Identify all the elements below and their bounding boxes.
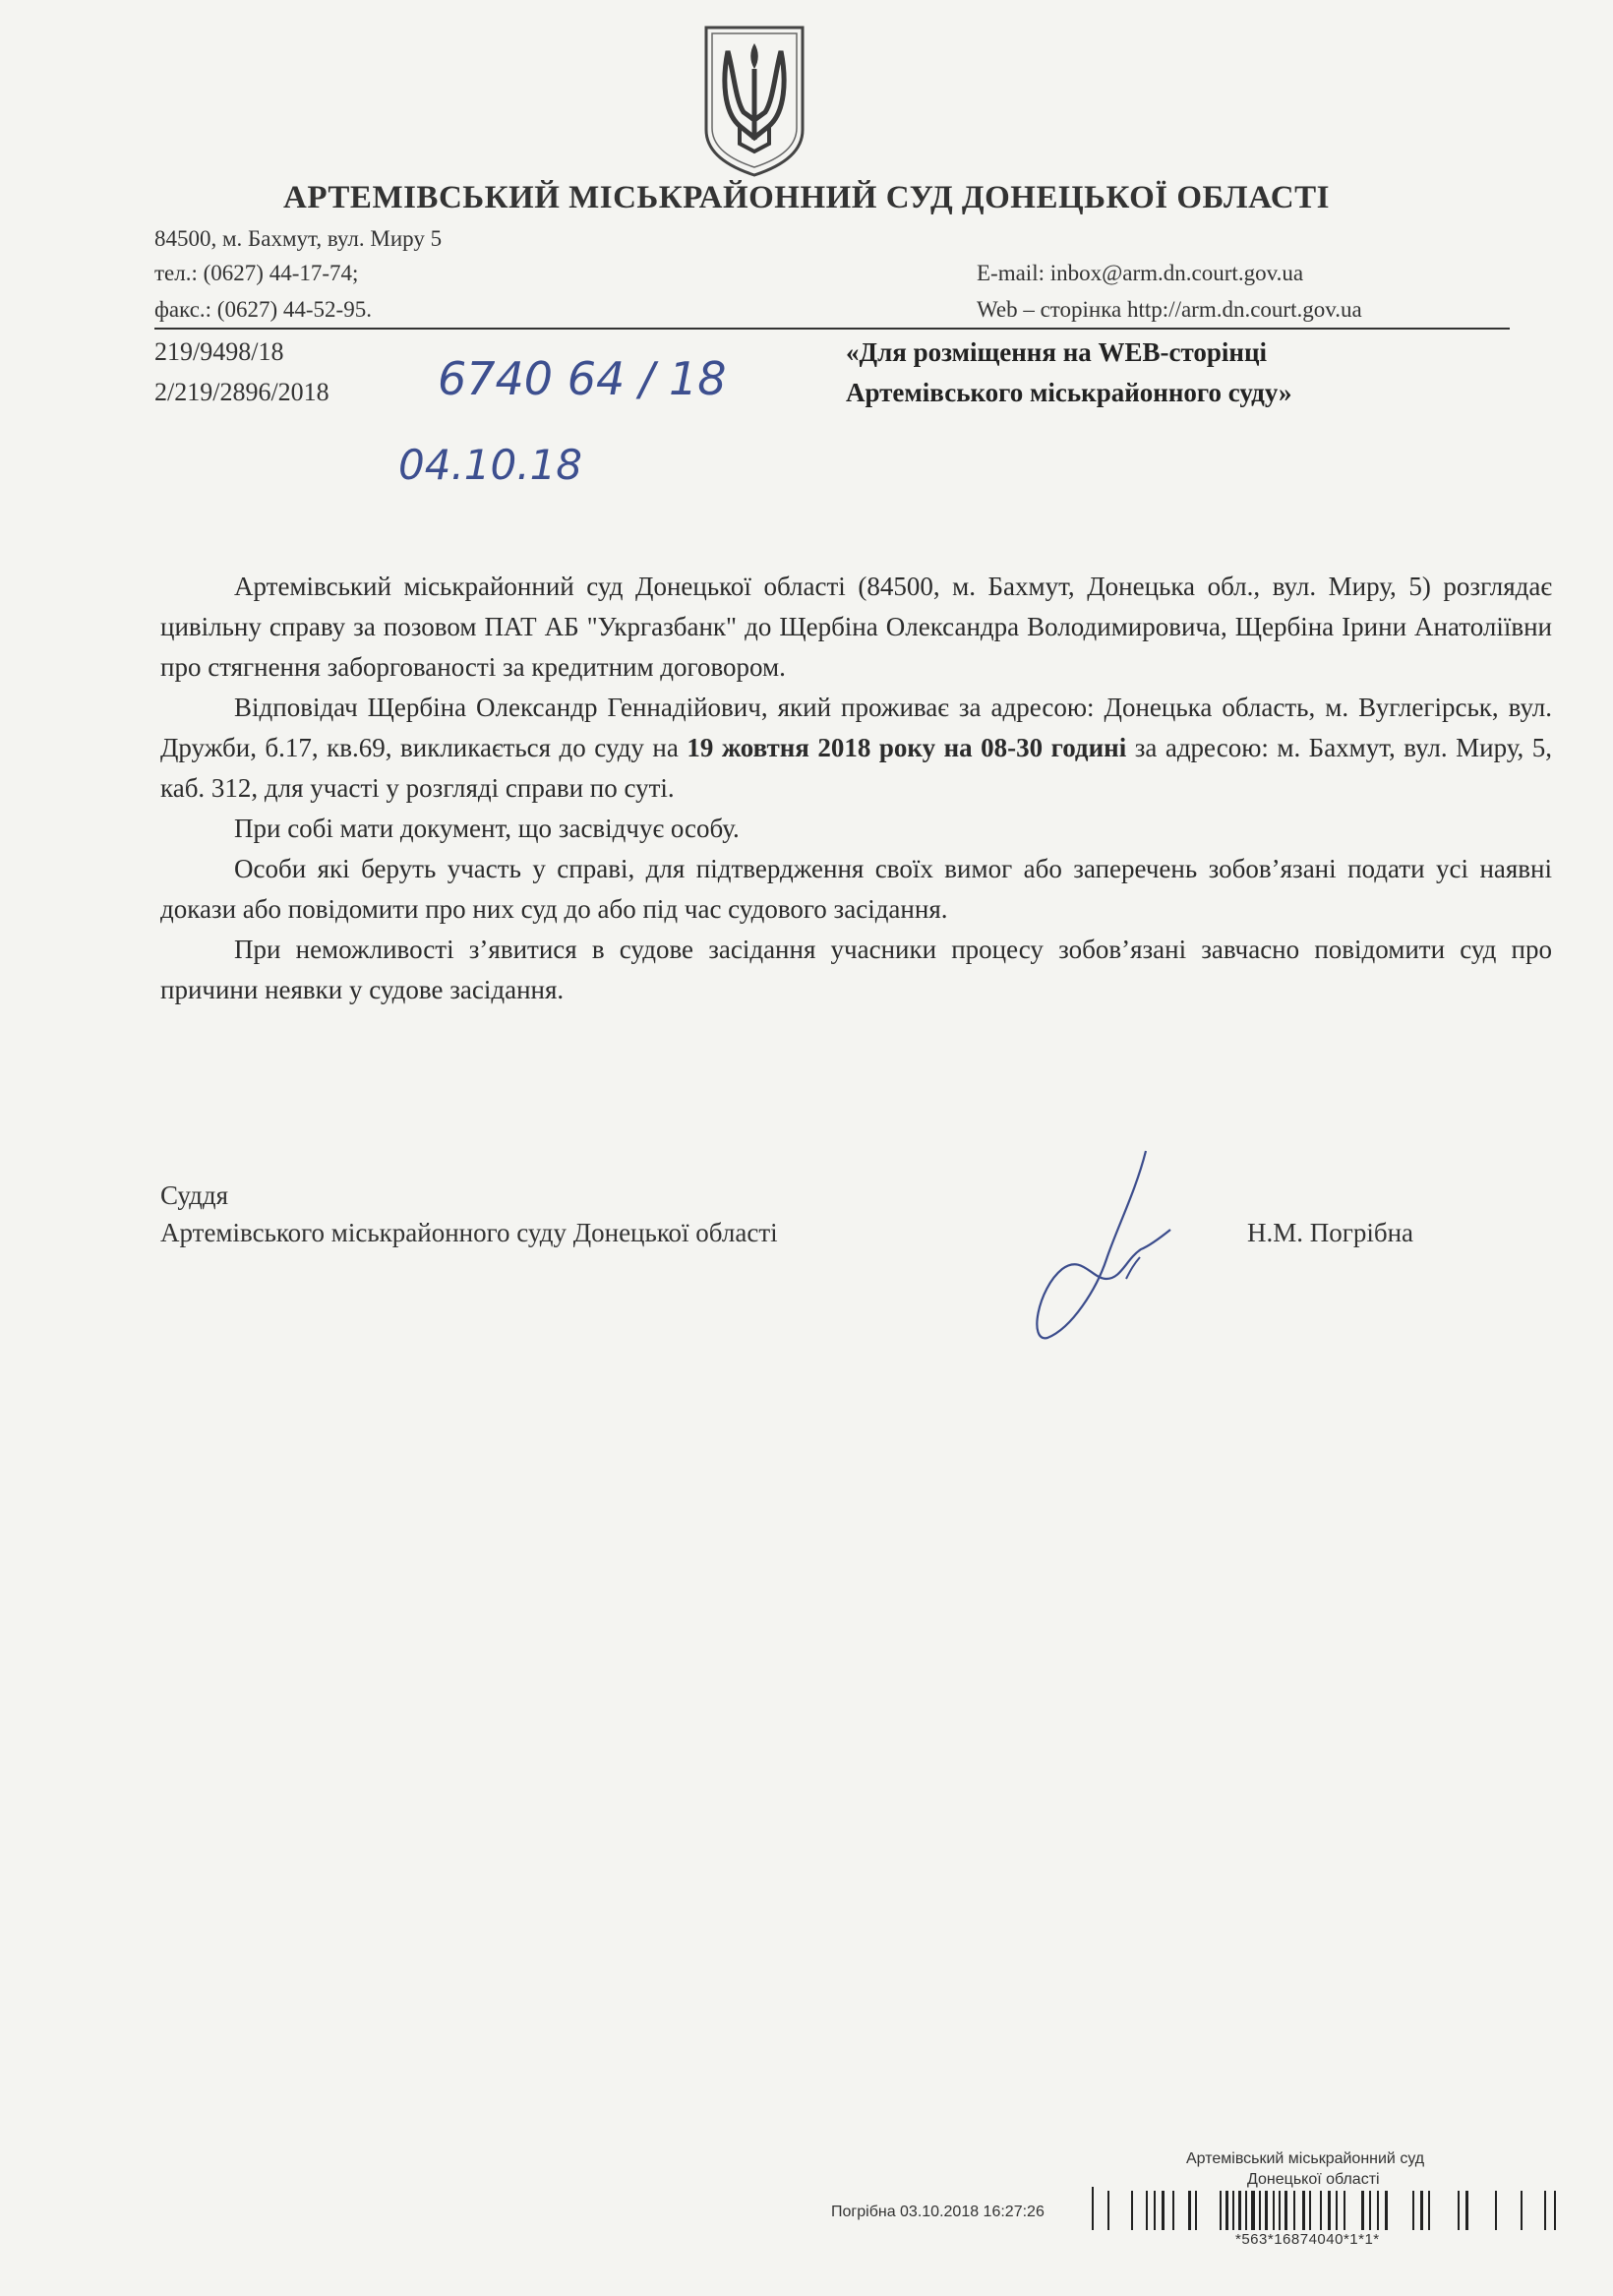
web-placement-note-line1: «Для розміщення на WEB-сторінці xyxy=(846,337,1268,367)
hearing-date-time: 19 жовтня 2018 року на 08-30 годині xyxy=(687,733,1127,762)
court-phone: тел.: (0627) 44-17-74; xyxy=(154,261,359,285)
court-fax: факс.: (0627) 44-52-95. xyxy=(154,297,372,322)
handwritten-incoming-number: 6740 64 / 18 xyxy=(438,352,727,405)
court-address: 84500, м. Бахмут, вул. Миру 5 xyxy=(154,226,443,251)
barcode-icon xyxy=(1092,2187,1564,2230)
court-name-title: АРТЕМІВСЬКИЙ МІСЬКРАЙОННИЙ СУД ДОНЕЦЬКОЇ ОБЛАСТІ xyxy=(283,180,1330,215)
judge-court-label: Артемівського міськрайонного суду Донецької області xyxy=(160,1218,778,1247)
handwritten-date: 04.10.18 xyxy=(398,441,583,489)
judge-role-label: Суддя xyxy=(160,1180,229,1210)
web-placement-note-line2: Артемівського міськрайонного суду» xyxy=(846,378,1292,407)
judge-name: Н.М. Погрібна xyxy=(1247,1218,1414,1247)
coat-of-arms-icon xyxy=(700,22,808,179)
paragraph-evidence: Особи які беруть участь у справі, для підтвердження своїх вимог або заперечень зобов’язані подати усі наявні докази або повідомити про них суд до або під час судового засідання. xyxy=(160,854,1552,924)
stamp-court-line1: Артемівський міськрайонний суд xyxy=(1186,2150,1425,2167)
paragraph-defendant-summons: Відповідач Щербіна Олександр Геннадійович, який проживає за адресою: Донецька область, м. Вуглегірськ, вул. Дружби, б.17, кв.69, викликається до суду на 19 жовтня 2018 року на 08-30 годині за адресою: м. Бахмут, вул. Миру, 5, каб. 312, для участі у розгляді справи по суті. xyxy=(160,693,1553,803)
stamp-court-line2: Донецької області xyxy=(1247,2171,1380,2188)
court-email: E-mail: inbox@arm.dn.court.gov.ua xyxy=(977,261,1304,285)
header-divider xyxy=(154,328,1510,330)
reference-number-1: 219/9498/18 xyxy=(154,337,284,366)
paragraph-case-description: Артемівський міськрайонний суд Донецької області (84500, м. Бахмут, Донецька обл., вул. Миру, 5) розглядає цивільну справу за позовом ПАТ АБ "Укргазбанк" до Щербіна Олександра Володимировича, Щербіна Ірини Анатоліївни про стягнення заборгованості за кредитним договором. xyxy=(160,572,1552,682)
paragraph-id-document: При собі мати документ, що засвідчує особу. xyxy=(234,814,740,843)
barcode-number: *563*16874040*1*1* xyxy=(1235,2231,1380,2248)
registration-info: Погрібна 03.10.2018 16:27:26 xyxy=(831,2204,1045,2220)
court-website: Web – сторінка http://arm.dn.court.gov.ua xyxy=(977,297,1362,322)
judge-signature xyxy=(1018,1131,1195,1348)
summons-body xyxy=(160,567,1552,1010)
reference-number-2: 2/219/2896/2018 xyxy=(154,378,329,406)
paragraph-absence-notice: При неможливості з’явитися в судове засідання учасники процесу зобов’язані завчасно повідомити суд про причини неявки у судове засідання. xyxy=(160,935,1552,1004)
